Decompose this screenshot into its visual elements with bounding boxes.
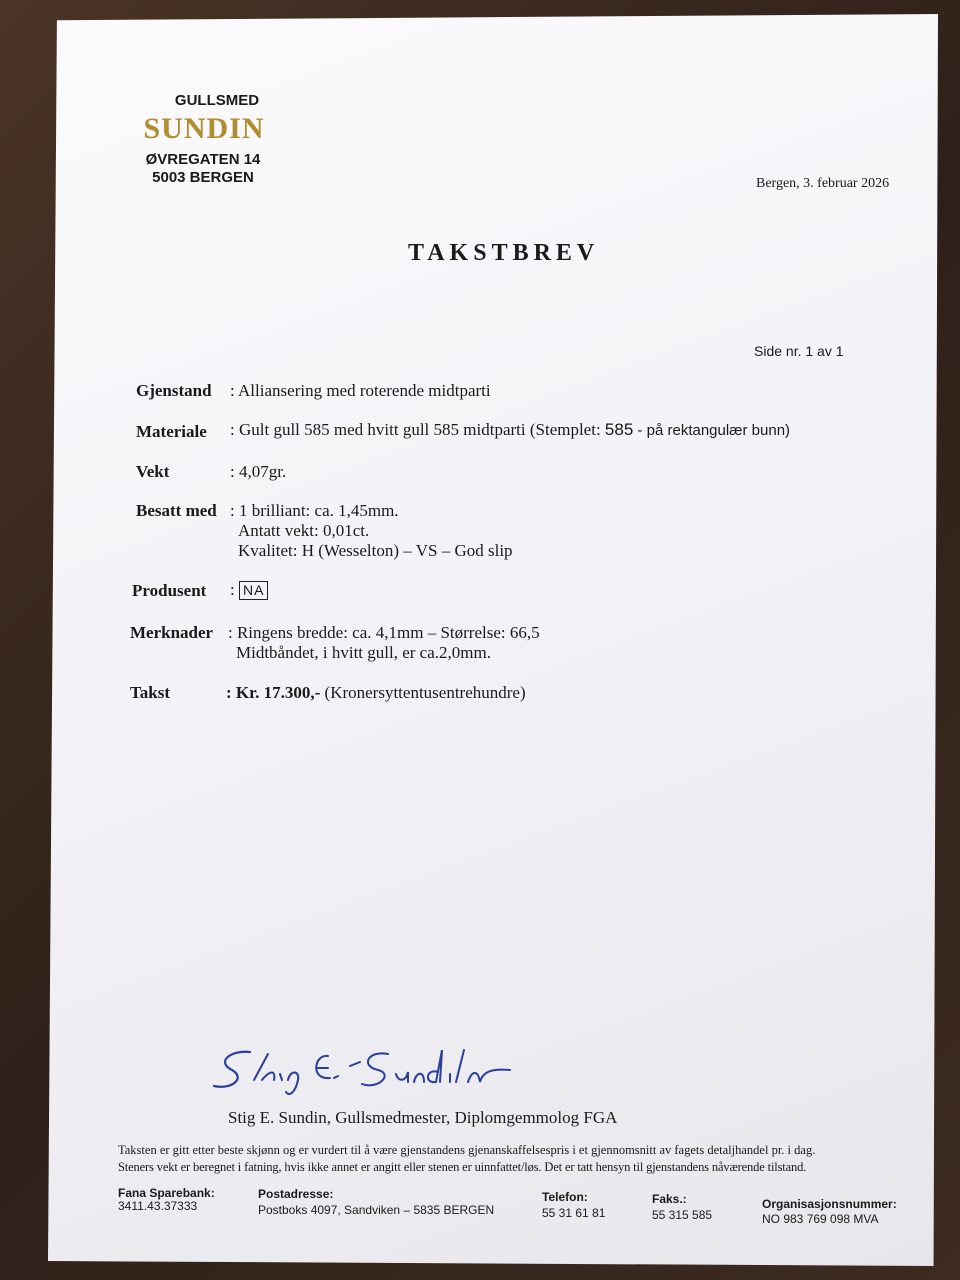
- document-title: TAKSTBREV: [408, 240, 600, 266]
- page-info: Side nr. 1 av 1: [754, 343, 844, 359]
- maker-mark-stamp: NA: [239, 581, 268, 600]
- footer-bank-label: Fana Sparebank:: [118, 1186, 215, 1200]
- label-materiale: Materiale: [136, 422, 207, 441]
- footer-org-label: Organisasjonsnummer:: [762, 1197, 897, 1211]
- label-merknader: Merknader: [130, 623, 214, 642]
- takst-amount: : Kr. 17.300,-: [226, 683, 321, 702]
- produsent-colon: :: [230, 580, 235, 599]
- letterhead-brand: SUNDIN: [143, 112, 265, 145]
- label-produsent: Produsent: [132, 581, 207, 600]
- materiale-text-end: - på rektangulær bunn): [633, 422, 791, 439]
- value-materiale: [230, 420, 790, 440]
- materiale-stamp: 585: [604, 420, 634, 439]
- label-vekt: Vekt: [136, 462, 170, 481]
- label-takst: Takst: [130, 683, 171, 702]
- value-merknader-line2: Midtbåndet, i hvitt gull, er ca.2,0mm.: [236, 643, 491, 662]
- letterhead-city: 5003 BERGEN: [152, 169, 254, 186]
- value-vekt: : 4,07gr.: [230, 462, 287, 481]
- footer-post-value: Postboks 4097, Sandviken – 5835 BERGEN: [258, 1203, 495, 1217]
- footer-phone-value: 55 31 61 81: [542, 1206, 606, 1220]
- document-date: Bergen, 3. februar 2026: [756, 176, 890, 191]
- footer-phone-label: Telefon:: [542, 1190, 588, 1204]
- value-besatt-line3: Kvalitet: H (Wesselton) – VS – God slip: [238, 541, 513, 560]
- value-besatt-line1: : 1 brilliant: ca. 1,45mm.: [230, 501, 399, 520]
- value-merknader-line1: : Ringens bredde: ca. 4,1mm – Størrelse: 66,5: [228, 623, 540, 642]
- label-gjenstand: Gjenstand: [136, 381, 212, 400]
- letterhead-street: ØVREGATEN 14: [145, 151, 261, 168]
- footer-post-label: Postadresse:: [258, 1187, 334, 1201]
- value-takst: [226, 683, 526, 703]
- disclaimer-line1: Taksten er gitt etter beste skjønn og er vurdert til å være gjenstandens gjenanskaffelsespris i et gjennomsnitt av fagets detaljhandel pr. i dag.: [118, 1143, 816, 1157]
- takst-words: (Kronersyttentusentrehundre): [320, 683, 526, 702]
- letterhead-line1: GULLSMED: [174, 92, 260, 109]
- value-produsent: [230, 580, 268, 600]
- footer-bank-value: 3411.43.37333: [118, 1199, 198, 1213]
- footer-org-value: NO 983 769 098 MVA: [762, 1212, 879, 1226]
- footer-fax-label: Faks.:: [652, 1192, 687, 1206]
- value-gjenstand: : Alliansering med roterende midtparti: [230, 381, 491, 400]
- label-besatt: Besatt med: [136, 501, 217, 520]
- value-besatt-line2: Antatt vekt: 0,01ct.: [238, 521, 370, 540]
- signature-printed-name: Stig E. Sundin, Gullsmedmester, Diplomgemmolog FGA: [228, 1108, 618, 1127]
- footer-fax-value: 55 315 585: [652, 1208, 713, 1222]
- disclaimer-line2: Steners vekt er beregnet i fatning, hvis ikke annet er angitt eller stenen er uinnfattet/løs. Det er tatt hensyn til gjenstandens nåværende tilstand.: [118, 1160, 807, 1174]
- materiale-text: : Gult gull 585 med hvitt gull 585 midtparti (Stemplet:: [230, 420, 605, 439]
- handwritten-signature: [210, 1040, 530, 1100]
